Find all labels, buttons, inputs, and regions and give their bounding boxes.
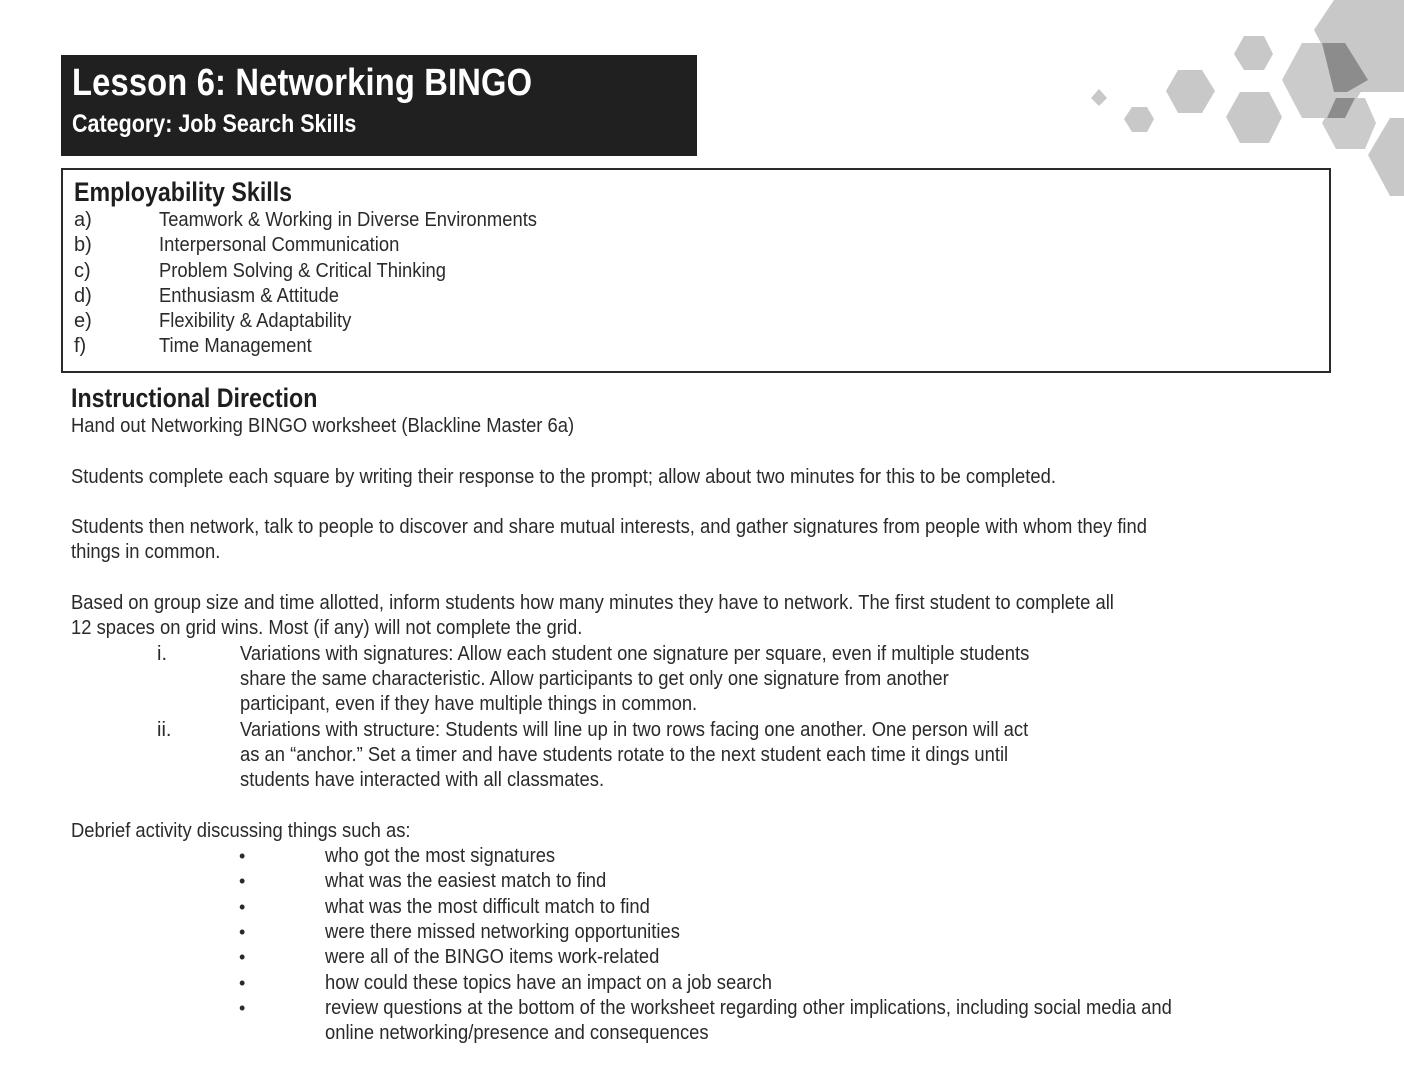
variation-item xyxy=(71,642,1331,718)
paragraph-group-size-line: 12 spaces on grid wins. Most (if any) will not complete the grid. xyxy=(71,617,583,640)
bullet-icon: • xyxy=(239,896,246,917)
skill-letter: c) xyxy=(74,259,91,282)
debrief-list xyxy=(71,844,1331,1046)
debrief-text-line: were there missed networking opportunities xyxy=(325,920,680,943)
skill-letter: d) xyxy=(74,284,92,307)
debrief-item xyxy=(71,920,1331,945)
hexagon-icon xyxy=(1091,89,1107,106)
debrief-item xyxy=(71,844,1331,869)
skill-item xyxy=(74,284,1329,309)
skill-label: Enthusiasm & Attitude xyxy=(159,284,340,307)
hexagon-icon xyxy=(1314,0,1404,92)
bullet-icon: • xyxy=(239,846,246,867)
debrief-item xyxy=(71,996,1331,1047)
debrief-text-line: were all of the BINGO items work-related xyxy=(325,946,660,969)
variation-text-line: share the same characteristic. Allow participants to get only one signature from another xyxy=(240,667,949,690)
variation-number: ii. xyxy=(157,718,172,741)
debrief-item xyxy=(71,971,1331,996)
paragraph-group-size-line: Based on group size and time allotted, inform students how many minutes they have to network. The first student to complete all xyxy=(71,592,1114,615)
debrief-text-line: what was the most difficult match to find xyxy=(325,895,650,918)
skill-label: Teamwork & Working in Diverse Environments xyxy=(159,209,538,231)
skill-letter: e) xyxy=(74,310,92,333)
variation-text-line: Variations with signatures: Allow each student one signature per square, even if multiple students xyxy=(240,642,1030,665)
paragraph-network-line: things in common. xyxy=(71,541,221,564)
skill-item xyxy=(74,309,1329,334)
debrief-item xyxy=(71,869,1331,894)
skill-letter: a) xyxy=(74,209,92,231)
skill-label: Flexibility & Adaptability xyxy=(159,310,352,333)
variations-list xyxy=(71,642,1331,794)
debrief-item xyxy=(71,945,1331,970)
paragraph-handout: Hand out Networking BINGO worksheet (Blackline Master 6a) xyxy=(71,415,575,437)
bullet-icon: • xyxy=(239,972,246,993)
employability-skills-heading: Employability Skills xyxy=(74,177,293,207)
hexagon-icon xyxy=(1166,70,1215,113)
lesson-title-banner xyxy=(61,55,697,156)
skill-letter: f) xyxy=(74,335,87,358)
skill-letter: b) xyxy=(74,234,92,257)
bullet-icon: • xyxy=(239,947,246,968)
hexagon-icon xyxy=(1124,107,1154,132)
skill-label: Problem Solving & Critical Thinking xyxy=(159,259,447,282)
employability-skills-box xyxy=(61,168,1331,373)
instructional-direction-section xyxy=(71,382,1331,1046)
debrief-text-line: how could these topics have an impact on a job search xyxy=(325,971,772,994)
skills-list xyxy=(74,208,1329,360)
debrief-text-line: online networking/presence and consequences xyxy=(325,1022,709,1045)
skill-item xyxy=(74,233,1329,258)
variation-text-line: participant, even if they have multiple things in common. xyxy=(240,693,698,716)
debrief-intro: Debrief activity discussing things such as: xyxy=(71,819,411,842)
variation-text-line: as an “anchor.” Set a timer and have students rotate to the next student each time it dings until xyxy=(240,743,1009,766)
variation-text-line: students have interacted with all classmates. xyxy=(240,769,605,792)
skill-item xyxy=(74,259,1329,284)
variation-number: i. xyxy=(157,642,167,665)
debrief-text-line: review questions at the bottom of the worksheet regarding other implications, including social media and xyxy=(325,996,1172,1019)
hexagon-icon xyxy=(1234,36,1273,70)
bullet-icon: • xyxy=(239,871,246,892)
debrief-text-line: what was the easiest match to find xyxy=(325,870,607,893)
variation-text-line: Variations with structure: Students will line up in two rows facing one another. One person will act xyxy=(240,718,1029,741)
lesson-title: Lesson 6: Networking BINGO xyxy=(72,62,533,104)
lesson-category: Category: Job Search Skills xyxy=(72,110,357,138)
hexagon-icon xyxy=(1322,98,1376,149)
bullet-icon: • xyxy=(239,921,246,942)
hexagon-icon xyxy=(1226,92,1282,143)
paragraph-network-line: Students then network, talk to people to discover and share mutual interests, and gather signatures from people with whom they find xyxy=(71,516,1147,539)
instructional-direction-heading: Instructional Direction xyxy=(71,383,318,413)
skill-label: Interpersonal Communication xyxy=(159,234,400,257)
debrief-text-line: who got the most signatures xyxy=(325,845,556,868)
bullet-icon: • xyxy=(239,997,246,1018)
paragraph-complete-squares: Students complete each square by writing their response to the prompt; allow about two minutes for this to be completed. xyxy=(71,465,1056,488)
skill-item xyxy=(74,208,1329,233)
hexagon-icon xyxy=(1368,118,1404,196)
skill-item xyxy=(74,334,1329,359)
variation-item xyxy=(71,718,1331,794)
hexagon-icon xyxy=(1282,43,1368,118)
debrief-item xyxy=(71,895,1331,920)
skill-label: Time Management xyxy=(159,335,312,358)
